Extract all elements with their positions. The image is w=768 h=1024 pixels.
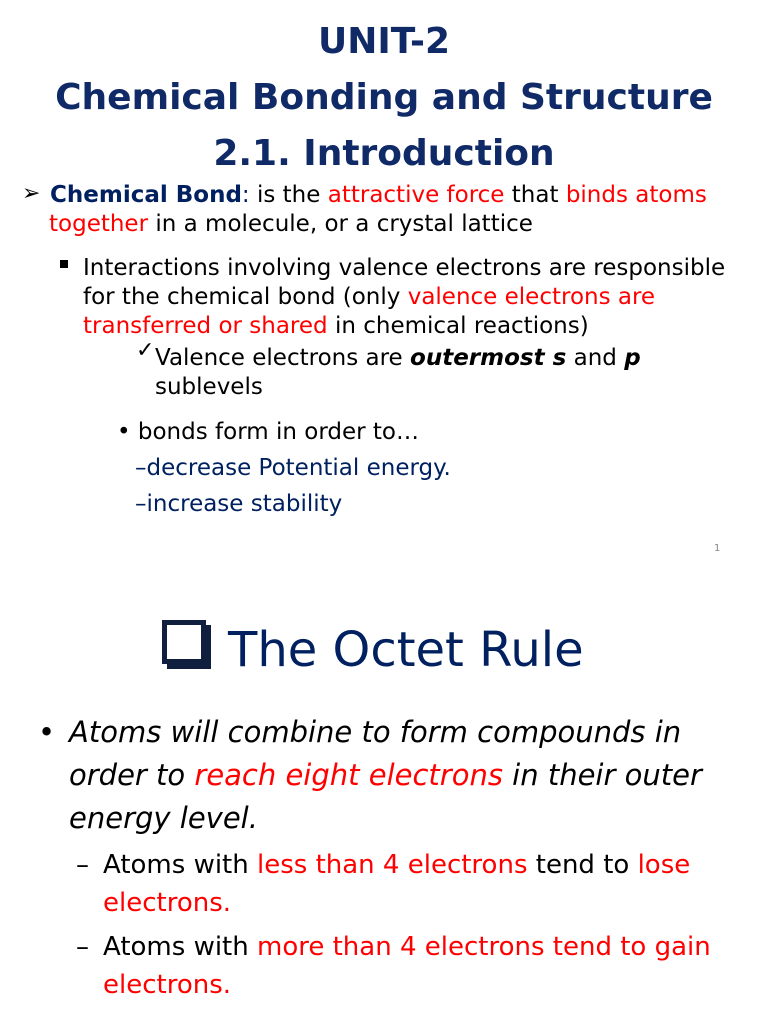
sub-bullet-potential-energy: –decrease Potential energy.	[135, 455, 451, 481]
octet-rule-statement: Atoms will combine to form compounds in order to reach eight electrons in their outer energy level.	[69, 715, 702, 835]
dash-bullet-icon: –	[135, 491, 147, 517]
lose-electrons-bullet: Atoms with less than 4 electrons tend to lose electrons.	[103, 850, 691, 918]
chemical-bond-definition: Chemical Bond: is the attractive force that binds atoms together in a molecule, or a crystal lattice	[49, 182, 707, 237]
sub-bullet-stability: –increase stability	[135, 491, 343, 517]
square-bullet-icon	[60, 260, 68, 268]
slide-number: 1	[714, 543, 721, 554]
unit-title: UNIT-2	[317, 21, 450, 62]
octet-rule-title: The Octet Rule	[228, 622, 584, 678]
dash-bullet-icon: –	[76, 932, 89, 962]
gain-electrons-bullet: Atoms with more than 4 electrons tend to gain electrons.	[103, 932, 711, 1000]
bonds-form-bullet: • bonds form in order to…	[117, 419, 419, 445]
interactions-bullet: Interactions involving valence electrons are responsible for the chemical bond (only valence electrons are transferred or shared in chemical reactions)	[83, 255, 726, 339]
valence-electrons-bullet: Valence electrons are outermost s and p sublevels	[155, 345, 641, 400]
checkmark-bullet-icon: ✓	[136, 338, 155, 363]
dot-bullet-icon: •	[38, 715, 56, 749]
arrow-bullet-icon: ➢	[22, 181, 41, 206]
checkbox-square-icon	[162, 620, 206, 664]
dash-bullet-icon: –	[135, 455, 147, 481]
dot-bullet-icon: •	[117, 419, 138, 445]
term-chemical-bond: Chemical Bond	[50, 182, 242, 208]
section-title: 2.1. Introduction	[213, 133, 555, 174]
dash-bullet-icon: –	[76, 850, 89, 880]
chapter-title: Chemical Bonding and Structure	[55, 77, 713, 118]
